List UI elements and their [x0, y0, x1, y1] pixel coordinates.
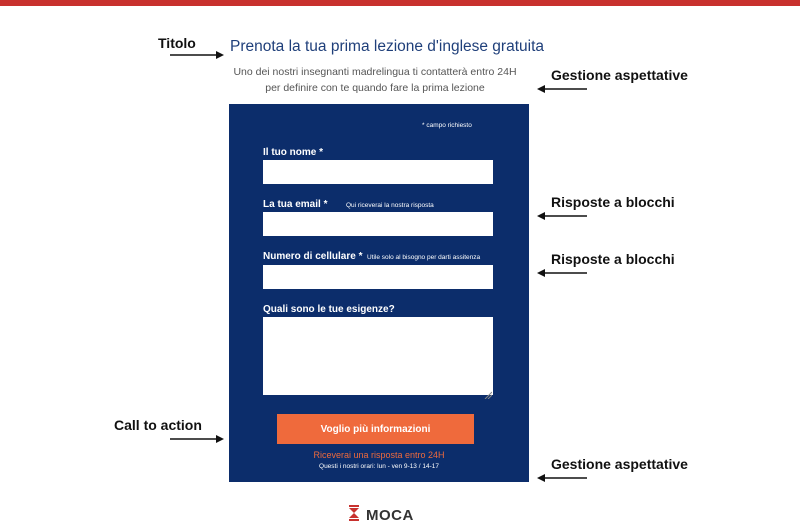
- needs-textarea[interactable]: [263, 317, 493, 395]
- phone-input[interactable]: [263, 265, 493, 289]
- arrow-left-icon: [537, 473, 587, 483]
- phone-label: Numero di cellulare *: [263, 251, 363, 262]
- signup-form-panel: [229, 104, 529, 482]
- page-subtitle: Uno dei nostri insegnanti madrelingua ti contatterà entro 24H per definire con te quando fare la prima lezione: [233, 66, 517, 94]
- email-input[interactable]: [263, 212, 493, 236]
- annotation-blocks-1: Risposte a blocchi: [551, 194, 675, 210]
- resize-grip-icon[interactable]: [484, 386, 492, 394]
- moca-logo: [348, 505, 414, 525]
- email-label: La tua email *: [263, 199, 328, 210]
- annotation-expectations-bottom: Gestione aspettative: [551, 456, 688, 472]
- phone-hint: Utile solo al bisogno per darti assitenza: [367, 254, 481, 261]
- name-label: Il tuo nome *: [263, 147, 323, 158]
- annotation-title: Titolo: [158, 35, 196, 51]
- arrow-left-icon: [537, 211, 587, 221]
- email-hint: Qui riceverai la nostra risposta: [346, 202, 434, 209]
- annotation-blocks-2: Risposte a blocchi: [551, 251, 675, 267]
- needs-label: Quali sono le tue esigenze?: [263, 304, 395, 315]
- page-title: Prenota la tua prima lezione d'inglese gratuita: [230, 38, 545, 55]
- moca-logo-icon: [348, 505, 360, 526]
- logo-text: MOCA: [366, 506, 414, 524]
- name-input[interactable]: [263, 160, 493, 184]
- required-field-note: * campo richiesto: [422, 122, 472, 129]
- arrow-right-icon: [170, 50, 224, 60]
- arrow-right-icon: [170, 434, 224, 444]
- annotation-call-to-action: Call to action: [114, 417, 202, 433]
- annotation-expectations-top: Gestione aspettative: [551, 67, 688, 83]
- opening-hours-note: Questi i nostri orari: lun - ven 9-13 / 14-17: [319, 463, 439, 470]
- request-info-button[interactable]: Voglio più informazioni: [277, 414, 474, 444]
- response-time-note: Riceverai una risposta entro 24H: [313, 450, 445, 460]
- arrow-left-icon: [537, 268, 587, 278]
- top-accent-bar: [0, 0, 800, 6]
- arrow-left-icon: [537, 84, 587, 94]
